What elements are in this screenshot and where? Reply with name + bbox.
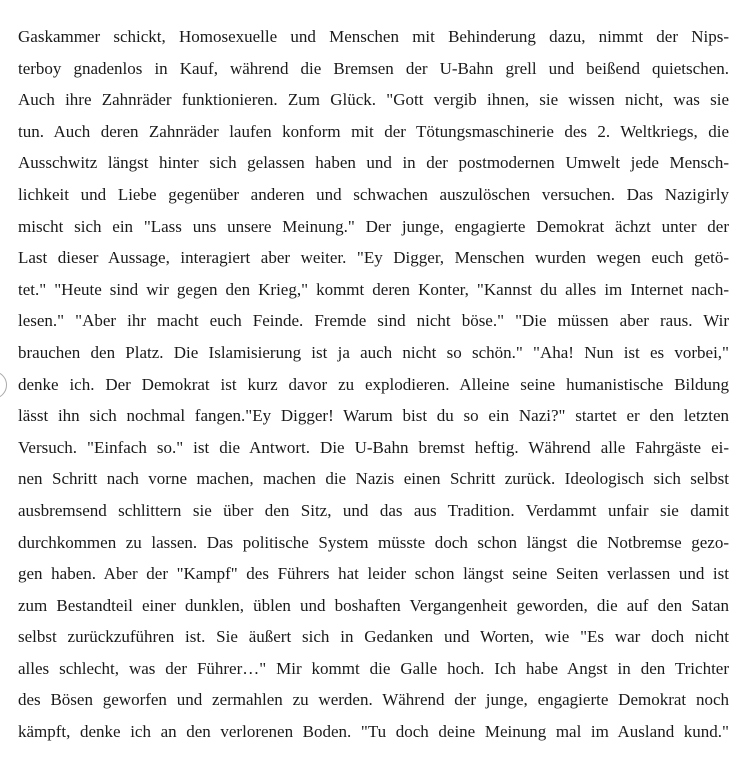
text-line: Versuch. "Einfach so." ist die Antwort. Die U-Bahn bremst heftig. Während alle Fahrgäste ei- <box>18 437 729 457</box>
text-line: brauchen den Platz. Die Islamisierung ist ja auch nicht so schön." "Aha! Nun ist es vorbei," <box>18 342 729 362</box>
text-line: tet." "Heute sind wir gegen den Krieg," kommt deren Konter, "Kannst du alles im Internet nach- <box>18 279 729 299</box>
text-line: mischt sich ein "Lass uns unsere Meinung." Der junge, engagierte Demokrat ächzt unter der <box>18 216 729 236</box>
text-line: terboy gnadenlos in Kauf, während die Bremsen der U-Bahn grell und beißend quietschen. <box>18 58 729 78</box>
text-line: zum Bestandteil einer dunklen, üblen und boshaften Vergangenheit geworden, die auf den Satan <box>18 595 729 615</box>
text-line: denke ich. Der Demokrat ist kurz davor zu explodieren. Alleine seine humanistische Bildung <box>18 374 729 394</box>
text-line: Gaskammer schickt, Homosexuelle und Menschen mit Behinderung dazu, nimmt der Nips- <box>18 27 729 46</box>
text-line: des Bösen geworfen und zermahlen zu werden. Während der junge, engagierte Demokrat noch <box>18 690 729 710</box>
text-line: lässt ihn sich nochmal fangen."Ey Digger! Warum bist du so ein Nazi?" startet er den letzten <box>18 406 729 426</box>
text-line: durchkommen zu lassen. Das politische System müsste doch schon längst die Notbremse gezo- <box>18 532 729 552</box>
text-line: selbst zurückzuführen ist. Sie äußert sich in Gedanken und Worten, wie "Es war doch nicht <box>18 627 729 647</box>
text-line: ausbremsend schlittern sie über den Sitz, und das aus Tradition. Verdammt unfair sie damit <box>18 500 729 520</box>
text-line: tun. Auch deren Zahnräder laufen konform mit der Tötungsmaschinerie des 2. Weltkriegs, die <box>18 121 729 141</box>
text-line: lesen." "Aber ihr macht euch Feinde. Fremde sind nicht böse." "Die müssen aber raus. Wir <box>18 311 729 331</box>
text-line: kämpft, denke ich an den verlorenen Boden. "Tu doch deine Meinung mal im Ausland kund." <box>18 722 729 742</box>
text-line: Ausschwitz längst hinter sich gelassen haben und in der postmodernen Umwelt jede Mensch- <box>18 153 729 173</box>
text-line: Auch ihre Zahnräder funktionieren. Zum Glück. "Gott vergib ihnen, sie wissen nicht, was sie <box>18 90 729 110</box>
text-line: gen haben. Aber der "Kampf" des Führers hat leider schon längst seine Seiten verlassen und ist <box>18 564 729 584</box>
text-line: Last dieser Aussage, interagiert aber weiter. "Ey Digger, Menschen wurden wegen euch getö- <box>18 248 729 268</box>
margin-circle-indicator <box>0 371 7 399</box>
text-line: lichkeit und Liebe gegenüber anderen und schwachen auszulöschen versuchen. Das Nazigirly <box>18 184 729 204</box>
text-line: alles schlecht, was der Führer…" Mir kommt die Galle hoch. Ich habe Angst in den Trichter <box>18 658 729 678</box>
text-line: nen Schritt nach vorne machen, machen die Nazis einen Schritt zurück. Ideologisch sich selbst <box>18 469 729 489</box>
paragraph-block <box>18 21 729 748</box>
